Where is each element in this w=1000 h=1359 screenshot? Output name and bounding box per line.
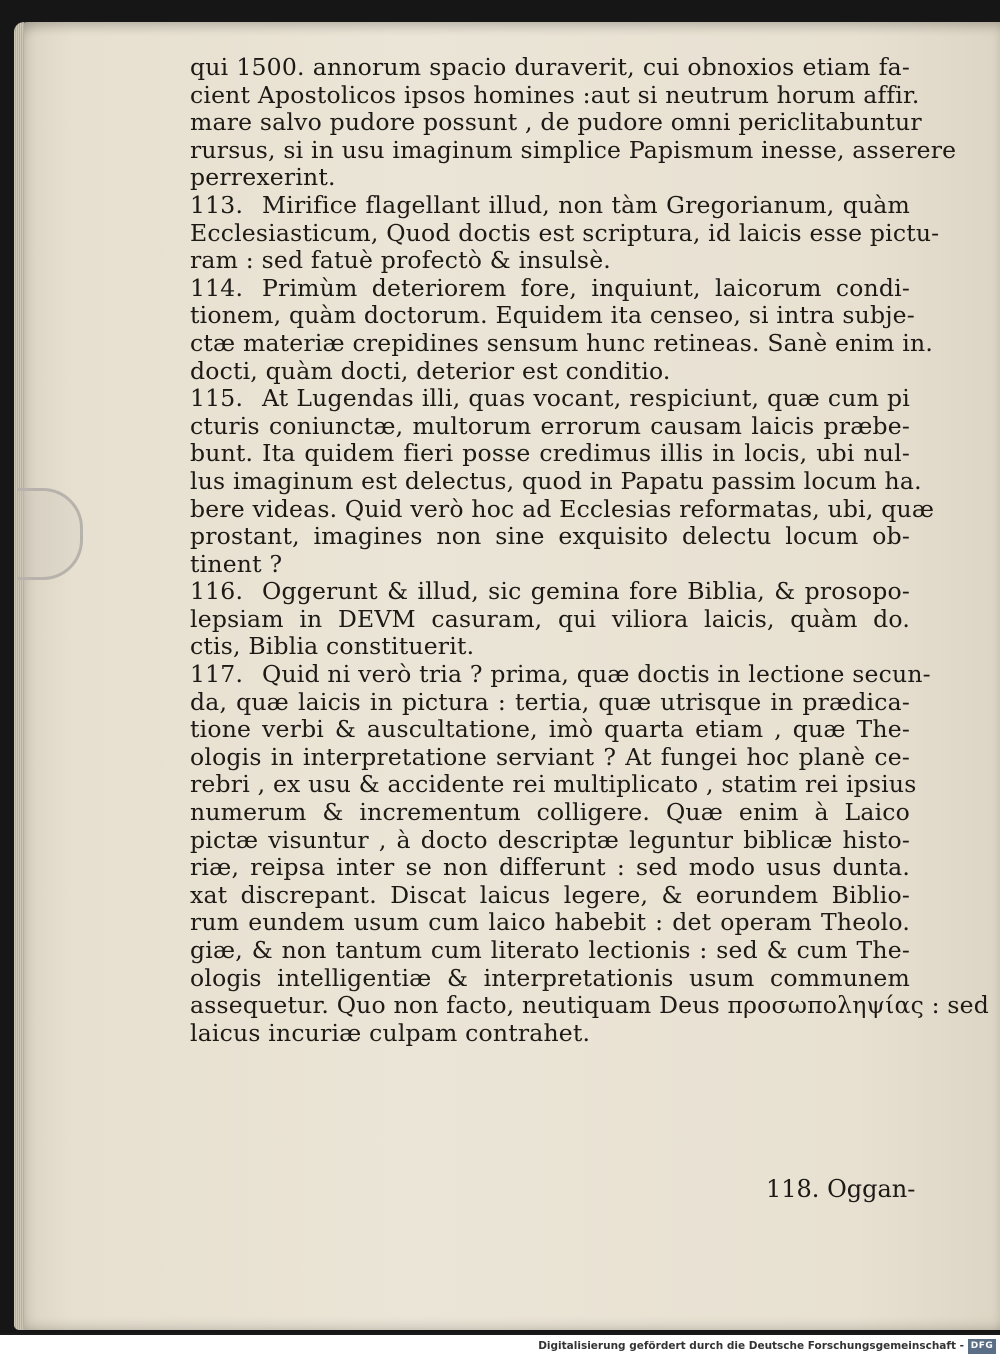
paragraph-115 [190,385,910,413]
text-line: prostant, imagines non sine exquisito delectu locum ob- [190,522,910,551]
text-line: Oggerunt & illud, sic gemina fore Biblia, & prosopo- [262,577,910,606]
catchword: 118. Oggan- [766,1175,916,1203]
text-line: Quid ni verò tria ? prima, quæ doctis in lectione secun- [262,660,931,689]
text-line: Mirifice flagellant illud, non tàm Gregorianum, quàm [262,190,910,219]
text-line: numerum & incrementum colligere. Quæ enim à Laico [190,798,910,827]
text-line: giæ, & non tantum cum literato lectionis : sed & cum The- [190,936,910,964]
text-line: Primùm deteriorem fore, inquiunt, laicorum condi- [262,273,910,302]
text-line: xat discrepant. Discat laicus legere, & eorundem Biblio- [190,880,910,909]
text-line: bunt. Ita quidem fieri posse credimus illis in locis, ubi nul- [190,439,910,468]
text-line: tionem, quàm doctorum. Equidem ita censeo, si intra subje- [190,301,915,330]
text-line: At Lugendas illi, quas vocant, respiciunt, quæ cum pi [262,384,910,413]
text-line: ologis intelligentiæ & interpretationis usum communem [190,963,910,992]
text-line: mare salvo pudore possunt , de pudore omni periclitabuntur [190,108,922,137]
paragraph-number: 116. [190,577,244,606]
text-line: cturis coniunctæ, multorum errorum causam laicis præbe- [190,411,910,440]
text-line: ologis in interpretatione serviant ? At fungei hoc planè ce- [190,742,910,771]
text-line: tinent ? [190,549,283,578]
text-line: bere videas. Quid verò hoc ad Ecclesias reformatas, ubi, quæ [190,494,935,523]
dfg-logo: DFG [968,1339,996,1354]
paragraph-114 [190,275,910,303]
page-edge [14,22,24,1330]
text-line: cient Apostolicos ipsos homines :aut si neutrum horum affir. [190,80,920,109]
paragraph-113 [190,192,910,220]
text-line: docti, quàm docti, deterior est conditio. [190,356,671,385]
text-line: assequetur. Quo non facto, neutiquam Deus προσωποληψίας : sed [190,991,990,1020]
text-line: da, quæ laicis in pictura : tertia, quæ utrisque in prædica- [190,687,910,716]
text-line: lepsiam in DEVM casuram, qui viliora laicis, quàm do. [190,604,910,633]
text-line: rebri , ex usu & accidente rei multiplicato , statim rei ipsius [190,770,917,799]
text-line: riæ, reipsa inter se non differunt : sed modo usus dunta. [190,853,910,882]
footer-credit: Digitalisierung gefördert durch die Deutsche Forschungsgemeinschaft - [538,1340,964,1352]
page-text [190,53,990,1047]
paragraph-number: 113. [190,190,244,219]
paragraph-number: 115. [190,384,244,413]
text-line: laicus incuriæ culpam contrahet. [190,1018,591,1047]
text-line: rum eundem usum cum laico habebit : det operam Theolo. [190,908,910,937]
text-line: perrexerint. [190,163,336,192]
text-line: rursus, si in usu imaginum simplice Papismum inesse, asserere [190,135,957,164]
text-line: ctæ materiæ crepidines sensum hunc retineas. Sanè enim in. [190,328,934,357]
paragraph-116 [190,578,910,606]
paragraph-number: 117. [190,660,244,689]
footer-bar [0,1335,1000,1359]
paragraph-117 [190,660,931,689]
text-line: tione verbi & auscultatione, imò quarta etiam , quæ The- [190,715,910,744]
text-line: ctis, Biblia constituerit. [190,632,475,661]
paragraph-number: 114. [190,273,244,302]
text-line: qui 1500. annorum spacio duraverit, cui obnoxios etiam fa- [190,53,910,81]
text-line: lus imaginum est delectus, quod in Papatu passim locum ha. [190,466,922,495]
text-line: Ecclesiasticum, Quod doctis est scriptura, id laicis esse pictu- [190,218,940,247]
text-line: ram : sed fatuè profectò & insulsè. [190,246,611,275]
text-line: pictæ visuntur , à docto descriptæ leguntur biblicæ histo- [190,825,910,854]
